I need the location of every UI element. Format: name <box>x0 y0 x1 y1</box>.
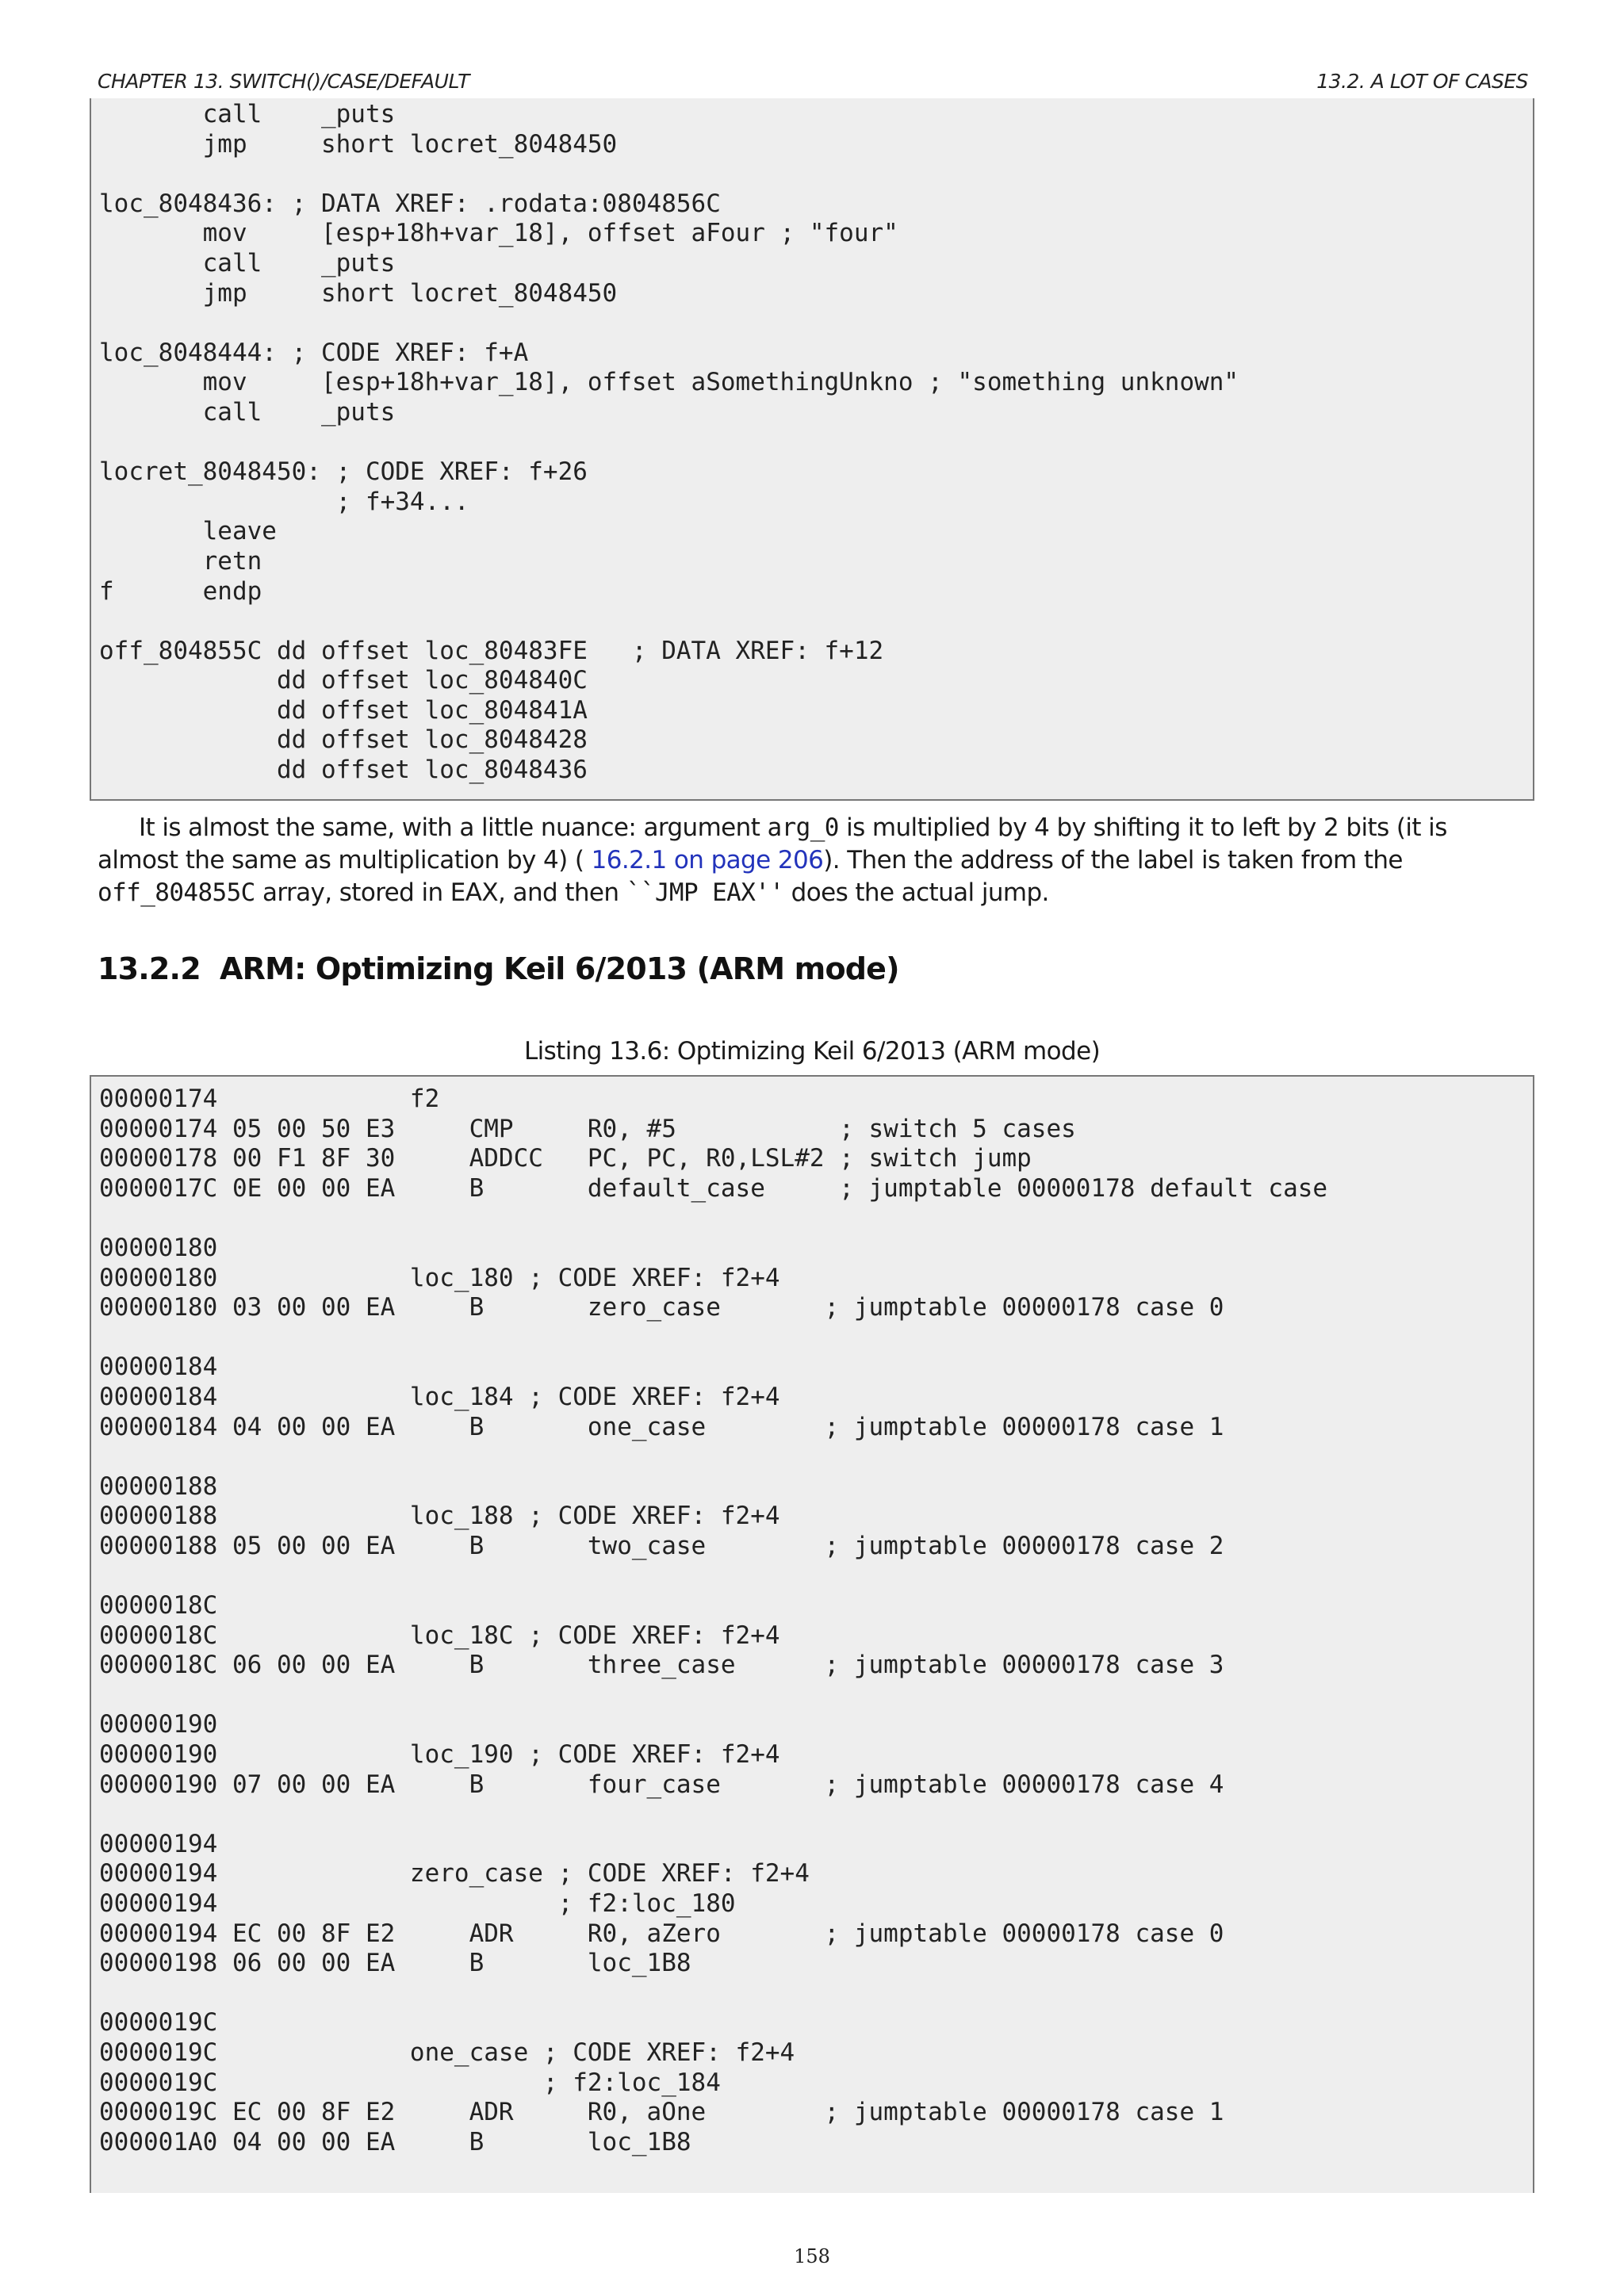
paragraph-text: It is almost the same, with a little nuance: argument <box>139 813 768 842</box>
code-line: 0000018C 06 00 00 EA B three_case ; jumptable 00000178 case 3 <box>99 1651 1224 1680</box>
code-line: 00000184 04 00 00 EA B one_case ; jumptable 00000178 case 1 <box>99 1412 1224 1441</box>
code-line <box>91 1800 1533 1830</box>
code-line: 00000180 loc_180 ; CODE XREF: f2+4 <box>99 1263 780 1292</box>
code-line: jmp short locret_8048450 <box>99 278 618 308</box>
code-line: 000001A0 04 00 00 EA B loc_1B8 <box>99 2127 691 2156</box>
section-heading <box>98 951 899 986</box>
code-line: 00000174 05 00 50 E3 CMP R0, #5 ; switch 5 cases <box>99 1114 1076 1143</box>
code-line <box>91 428 1533 458</box>
code-line: leave <box>99 517 277 546</box>
section-running-title: 13.2. A LOT OF CASES <box>1316 70 1528 93</box>
code-listing-arm <box>90 1075 1534 2193</box>
code-line: 0000019C <box>99 2008 218 2038</box>
code-line: jmp short locret_8048450 <box>99 129 618 159</box>
code-line <box>91 1562 1533 1592</box>
listing-caption: Listing 13.6: Optimizing Keil 6/2013 (ARM mode) <box>523 1037 1101 1066</box>
code-line: mov [esp+18h+var_18], offset aFour ; "four" <box>99 219 898 248</box>
code-line: loc_8048444: ; CODE XREF: f+A <box>99 338 529 367</box>
code-line: 00000184 loc_184 ; CODE XREF: f2+4 <box>99 1382 780 1411</box>
code-line: dd offset loc_804841A <box>99 695 588 725</box>
section-title-text: ARM: Optimizing Keil 6/2013 (ARM mode) <box>220 951 899 986</box>
code-line <box>91 1681 1533 1711</box>
code-line <box>91 1442 1533 1472</box>
code-line <box>91 308 1533 339</box>
code-line <box>91 1979 1533 2009</box>
code-line: locret_8048450: ; CODE XREF: f+26 <box>99 457 588 487</box>
code-line: 00000188 <box>99 1471 218 1501</box>
cross-reference-link[interactable]: 16.2.1 on page 206 <box>591 846 824 874</box>
code-line: 00000190 loc_190 ; CODE XREF: f2+4 <box>99 1740 780 1770</box>
code-line: call _puts <box>99 100 396 128</box>
page-number: 158 <box>794 2245 830 2267</box>
code-line: 00000178 00 F1 8F 30 ADDCC PC, PC, R0,LSL#2 ; switch jump <box>99 1144 1032 1173</box>
code-line: ; f+34... <box>99 487 469 516</box>
paragraph-text: array, stored in EAX, and then <box>255 878 626 907</box>
paragraph-text: ). Then the address of the label is taken from the <box>823 846 1403 874</box>
inline-code-arg: arg_0 <box>767 813 839 842</box>
code-line: 0000018C <box>99 1591 218 1621</box>
code-line: 00000190 <box>99 1710 218 1739</box>
code-listing-x86 <box>90 98 1534 801</box>
code-line: 00000194 <box>99 1829 218 1858</box>
code-line: dd offset loc_804840C <box>99 666 588 695</box>
code-line: 00000188 05 00 00 EA B two_case ; jumptable 00000178 case 2 <box>99 1531 1224 1560</box>
code-line: 00000198 06 00 00 EA B loc_1B8 <box>99 1949 691 1978</box>
code-line: dd offset loc_8048428 <box>99 725 588 755</box>
code-line: dd offset loc_8048436 <box>99 756 588 785</box>
code-line: 0000019C ; f2:loc_184 <box>99 2068 721 2097</box>
code-line: 0000019C one_case ; CODE XREF: f2+4 <box>99 2038 795 2067</box>
section-number: 13.2.2 <box>98 951 201 986</box>
code-line: 00000190 07 00 00 EA B four_case ; jumptable 00000178 case 4 <box>99 1770 1224 1799</box>
code-line: off_804855C dd offset loc_80483FE ; DATA XREF: f+12 <box>99 636 884 665</box>
code-line <box>91 607 1533 637</box>
page-header <box>98 67 1528 100</box>
code-line: 00000194 zero_case ; CODE XREF: f2+4 <box>99 1859 810 1888</box>
body-paragraph <box>98 812 1530 909</box>
code-line <box>91 1323 1533 1353</box>
code-line: 0000019C EC 00 8F E2 ADR R0, aOne ; jumptable 00000178 case 1 <box>99 2098 1224 2127</box>
code-line: loc_8048436: ; DATA XREF: .rodata:0804856C <box>99 189 721 218</box>
code-line: call _puts <box>99 248 396 277</box>
paragraph-text: does the actual jump. <box>783 878 1049 907</box>
code-line: retn <box>99 546 262 576</box>
inline-code-jmp: ``JMP EAX'' <box>626 878 784 907</box>
code-line <box>91 159 1533 189</box>
inline-code-array: off_804855C <box>98 878 255 907</box>
code-line: 0000017C 0E 00 00 EA B default_case ; jumptable 00000178 default case <box>99 1173 1328 1203</box>
paragraph-text: is multiplied by 4 by shifting it to left by 2 bits (it is almost the same as multiplication by 4) ( <box>98 813 1447 874</box>
code-line: 00000184 <box>99 1353 218 1382</box>
code-line: f endp <box>99 576 262 606</box>
code-line: 00000180 03 00 00 EA B zero_case ; jumptable 00000178 case 0 <box>99 1293 1224 1322</box>
code-line: 00000174 f2 <box>99 1085 440 1113</box>
code-line: 00000194 EC 00 8F E2 ADR R0, aZero ; jumptable 00000178 case 0 <box>99 1919 1224 1948</box>
code-line: 0000018C loc_18C ; CODE XREF: f2+4 <box>99 1621 780 1650</box>
code-line: mov [esp+18h+var_18], offset aSomethingUnkno ; "something unknown" <box>99 368 1239 397</box>
code-line: 00000180 <box>99 1233 218 1262</box>
code-line: 00000194 ; f2:loc_180 <box>99 1889 736 1919</box>
code-line: 00000188 loc_188 ; CODE XREF: f2+4 <box>99 1502 780 1531</box>
chapter-title: CHAPTER 13. SWITCH()/CASE/DEFAULT <box>98 70 469 93</box>
code-line <box>91 1203 1533 1234</box>
code-line: call _puts <box>99 397 396 427</box>
